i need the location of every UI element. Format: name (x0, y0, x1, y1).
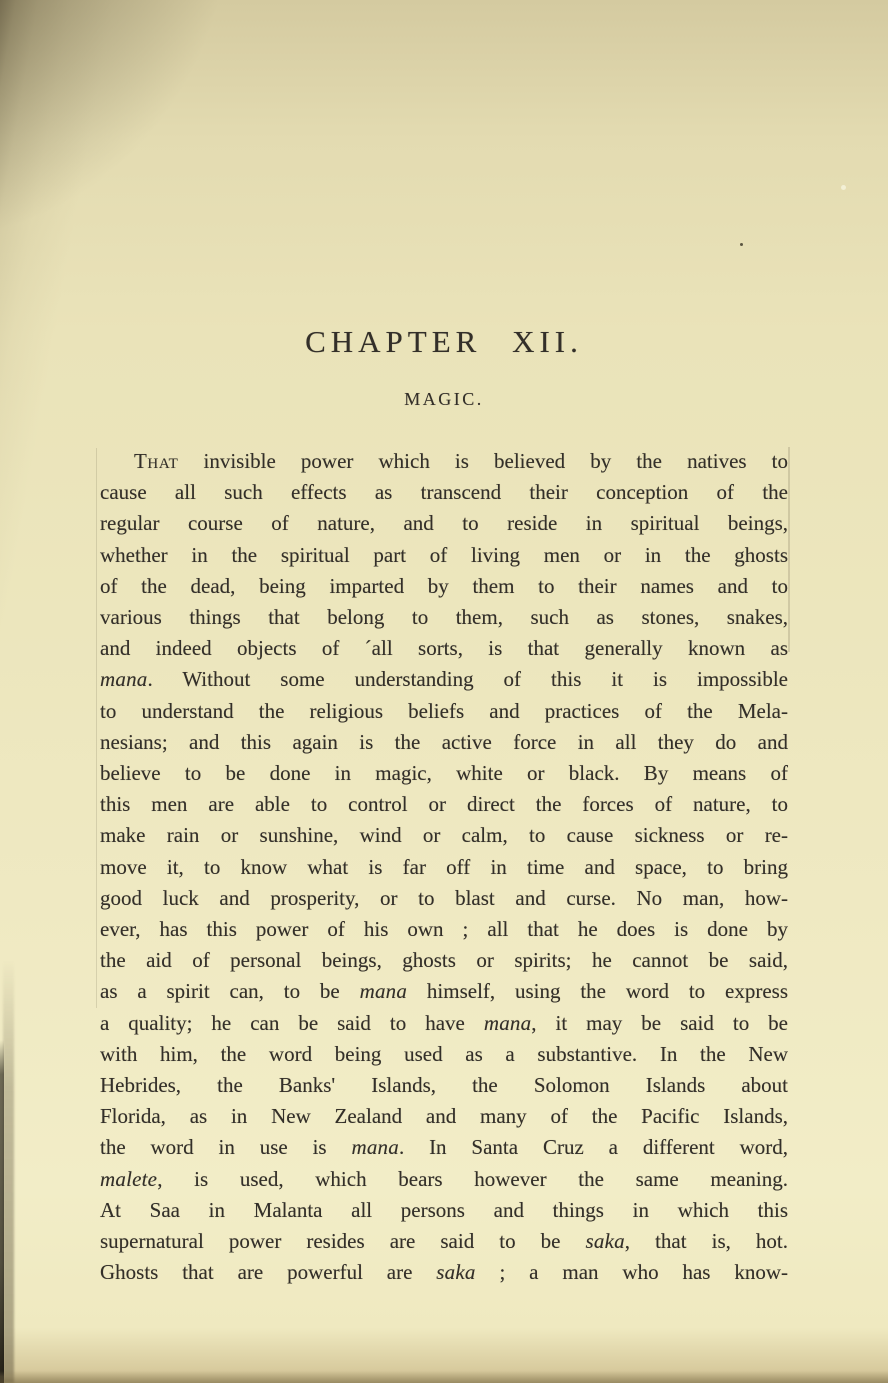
text-line: the aid of personal beings, ghosts or spirits; he cannot be said, (100, 948, 788, 973)
text-line: whether in the spiritual part of living men or in the ghosts (100, 542, 788, 567)
text-line: the word in use is mana. In Santa Cruz a different word, (100, 1135, 789, 1160)
text-line: good luck and prosperity, or to blast and curse. No man, how- (100, 885, 788, 910)
page-edge-shadow (3, 960, 14, 1383)
text-line: move it, to know what is far off in time and space, to bring (100, 854, 788, 879)
text-line: this men are able to control or direct the forces of nature, to (100, 792, 788, 817)
text-line: nesians; and this again is the active force in all they do and (100, 729, 788, 754)
chapter-subheading: MAGIC. (404, 389, 484, 409)
text-line: and indeed objects of ´all sorts, is that generally known as (100, 636, 788, 661)
page-edge-black-line (0, 1040, 4, 1383)
crease-line-left (96, 448, 97, 1008)
body-paragraph (100, 446, 788, 1288)
paper-speck (841, 185, 846, 190)
text-line: ever, has this power of his own ; all that he does is done by (100, 917, 788, 942)
text-line: believe to be done in magic, white or black. By means of (100, 761, 788, 786)
crease-line-right (788, 447, 790, 652)
text-line: various things that belong to them, such as stones, snakes, (100, 605, 788, 630)
text-line: Ghosts that are powerful are saka ; a man who has know- (100, 1260, 788, 1285)
text-line: That invisible power which is believed by the natives to (134, 449, 788, 473)
page-bottom-edge (0, 1371, 888, 1383)
text-line: Florida, as in New Zealand and many of the Pacific Islands, (100, 1104, 788, 1129)
text-line: mana. Without some understanding of this it is impossible (100, 667, 788, 692)
text-line: cause all such effects as transcend their conception of the (100, 480, 788, 505)
chapter-heading: CHAPTER XII. (305, 324, 583, 359)
text-line: with him, the word being used as a substantive. In the New (100, 1041, 788, 1066)
text-line: malete, is used, which bears however the same meaning. (100, 1166, 788, 1191)
text-line: of the dead, being imparted by them to their names and to (100, 573, 788, 598)
paper-speck (740, 243, 743, 246)
text-line: a quality; he can be said to have mana, it may be said to be (100, 1010, 788, 1035)
text-line: to understand the religious beliefs and practices of the Mela- (100, 698, 788, 723)
text-line: regular course of nature, and to reside in spiritual beings, (100, 511, 788, 536)
text-line: make rain or sunshine, wind or calm, to cause sickness or re- (100, 823, 788, 848)
text-line: Hebrides, the Banks' Islands, the Solomon Islands about (100, 1073, 788, 1098)
text-line: At Saa in Malanta all persons and things in which this (100, 1197, 788, 1222)
text-line: as a spirit can, to be mana himself, using the word to express (100, 979, 788, 1004)
text-line: supernatural power resides are said to be saka, that is, hot. (100, 1229, 788, 1254)
